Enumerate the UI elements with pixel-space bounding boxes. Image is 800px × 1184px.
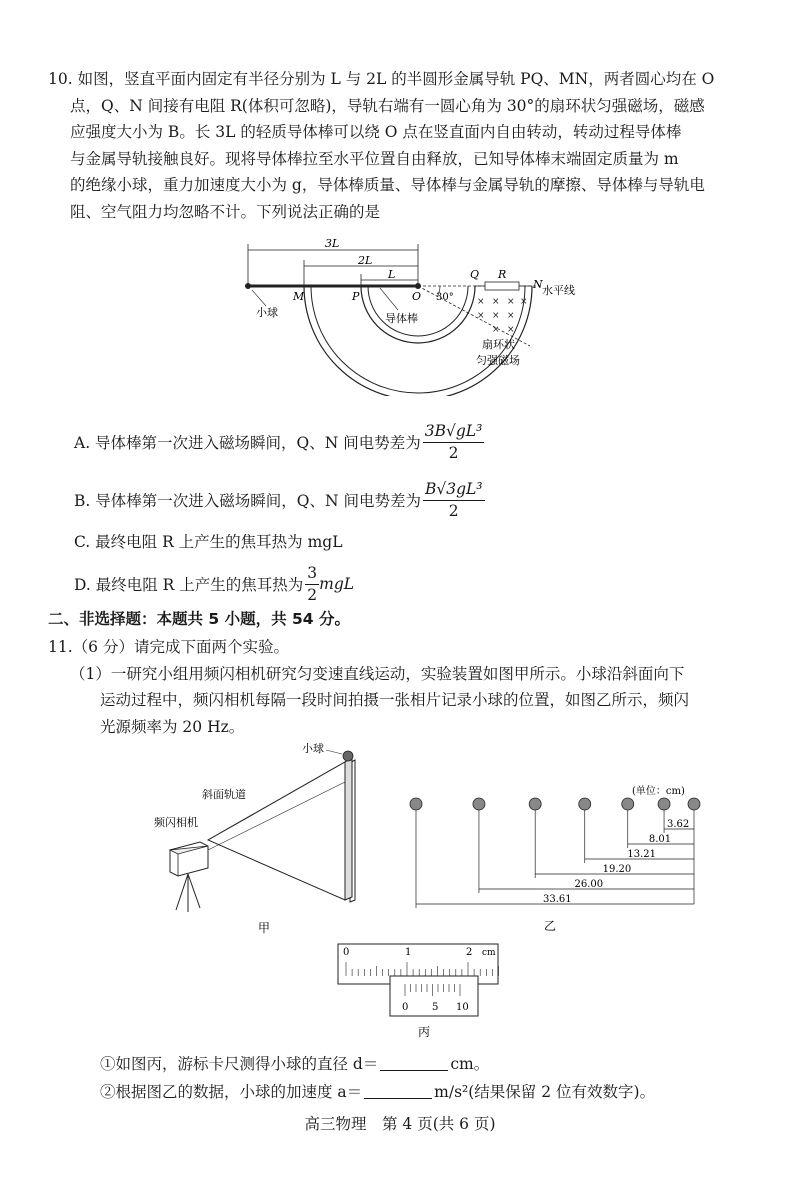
fig-jia-camera-label: 频闪相机 <box>154 816 198 829</box>
distance-label-3: 19.20 <box>602 864 632 875</box>
q10-line-3: 应强度大小为 B。长 3L 的轻质导体棒可以绕 O 点在竖直面内自由转动，转动过程导体棒 <box>70 123 682 141</box>
option-B-text: B. 导体棒第一次进入磁场瞬间，Q、N 间电势差为 <box>74 491 421 510</box>
label-M: M <box>293 290 305 303</box>
option-C-text: C. 最终电阻 R 上产生的焦耳热为 mgL <box>74 533 343 551</box>
section-2-title: 二、非选择题：本题共 5 小题，共 54 分。 <box>48 610 350 628</box>
vernier-tick-5: 5 <box>432 1002 439 1013</box>
figure-yi <box>398 780 718 936</box>
question-11-stem <box>48 634 760 740</box>
acceleration-answer-blank[interactable] <box>364 1084 432 1099</box>
label-ball: 小球 <box>256 306 278 319</box>
fig-jia-ball-label: 小球 <box>302 742 324 755</box>
q11-head: 11.（6 分）请完成下面两个实验。 <box>48 638 289 656</box>
q11-q1-suffix: cm。 <box>450 1055 490 1073</box>
figure-jia <box>150 742 380 942</box>
option-B-fraction <box>423 478 485 521</box>
label-field-2: 匀强磁场 <box>476 354 520 367</box>
distance-label-1: 8.01 <box>648 834 672 845</box>
option-B <box>74 478 485 521</box>
label-30-degree: 30° <box>436 292 454 303</box>
svg-text:×: × <box>492 325 500 335</box>
svg-text:×: × <box>520 297 528 307</box>
distance-label-0: 3.62 <box>667 819 690 830</box>
q10-line-2: 点，Q、N 间接有电阻 R(体积可忽略)，导轨右端有一圆心角为 30°的扇环状匀强磁场，磁感 <box>70 96 705 115</box>
label-O: O <box>412 290 422 303</box>
strobe-ball-0 <box>688 798 700 810</box>
svg-text:×: × <box>492 311 500 321</box>
distance-label-5: 33.61 <box>543 894 572 905</box>
option-D-numerator: 3 <box>305 562 319 585</box>
svg-text:×: × <box>507 311 515 321</box>
figure-bing-caliper <box>334 940 504 1040</box>
vernier-tick-0: 0 <box>402 1002 409 1013</box>
svg-text:×: × <box>507 297 515 307</box>
fig-yi-unit: (单位：cm) <box>632 786 685 797</box>
strobe-ball-2 <box>622 798 634 810</box>
q11-sub-question-1 <box>100 1052 489 1074</box>
label-P: P <box>352 290 360 303</box>
vernier-tick-10: 10 <box>456 1002 469 1013</box>
option-A-denominator: 2 <box>448 444 459 462</box>
q10-line-5: 的绝缘小球，重力加速度大小为 g，导体棒质量、导体棒与金属导轨的摩擦、导体棒与导轨电 <box>70 176 705 194</box>
q11-q1-text: ①如图丙，游标卡尺测得小球的直径 d＝ <box>100 1055 379 1073</box>
strobe-ball-5 <box>473 798 485 810</box>
option-C <box>74 530 343 552</box>
q10-line-1: 10. 如图，竖直平面内固定有半径分别为 L 与 2L 的半圆形金属导轨 PQ、MN，两者圆心均在 O <box>48 70 715 88</box>
svg-text:×: × <box>507 325 515 335</box>
fig-bing-caption: 丙 <box>418 1025 431 1039</box>
strobe-ball-6 <box>410 798 422 810</box>
fig-jia-track-label: 斜面轨道 <box>202 788 246 801</box>
label-R: R <box>498 268 507 281</box>
page-footer: 高三物理 第 4 页(共 6 页) <box>304 1115 496 1133</box>
main-unit: cm <box>482 948 496 958</box>
diameter-answer-blank[interactable] <box>380 1056 448 1071</box>
label-horizontal-line: 水平线 <box>542 284 575 297</box>
main-tick-0: 0 <box>343 947 350 958</box>
strobe-ball-1 <box>658 798 670 810</box>
option-A <box>74 420 484 463</box>
q10-line-4: 与金属导轨接触良好。现将导体棒拉至水平位置自由释放，已知导体棒末端固定质量为 m <box>70 149 679 168</box>
label-field-1: 扇环状 <box>482 338 515 351</box>
dim-3L-label: 3L <box>325 237 340 250</box>
q11-sub1-line-1: （1）一研究小组用频闪相机研究匀变速直线运动，实验装置如图甲所示。小球沿斜面向下 <box>70 664 685 683</box>
main-tick-1: 1 <box>405 947 412 958</box>
label-N: N <box>533 278 543 291</box>
q11-sub1-line-2: 运动过程中，频闪相机每隔一段时间拍摄一张相片记录小球的位置，如图乙所示，频闪 <box>100 691 690 709</box>
option-A-text: A. 导体棒第一次进入磁场瞬间，Q、N 间电势差为 <box>74 433 421 452</box>
q11-q2-text: ②根据图乙的数据，小球的加速度 a＝ <box>100 1083 363 1101</box>
q11-q2-suffix: m/s²(结果保留 2 位有效数字)。 <box>434 1083 656 1101</box>
main-tick-2: 2 <box>466 947 473 958</box>
q10-figure <box>230 236 600 396</box>
option-D <box>74 562 354 605</box>
option-A-numerator: 3B√gL³ <box>423 420 485 443</box>
option-B-denominator: 2 <box>448 502 459 520</box>
dim-L-label: L <box>388 268 396 281</box>
fig-yi-caption: 乙 <box>544 919 557 933</box>
strobe-ball-4 <box>529 798 541 810</box>
option-D-suffix: mgL <box>319 574 355 593</box>
label-Q: Q <box>470 268 480 281</box>
svg-text:×: × <box>477 311 485 321</box>
strobe-ball-3 <box>579 798 591 810</box>
q10-line-6: 阻、空气阻力均忽略不计。下列说法正确的是 <box>70 202 381 221</box>
option-A-fraction <box>423 420 485 463</box>
distance-label-4: 26.00 <box>574 879 604 890</box>
option-B-numerator: B√3gL³ <box>423 478 485 501</box>
question-10-stem <box>48 66 760 225</box>
option-D-denominator: 2 <box>307 586 318 604</box>
option-D-fraction <box>305 562 319 605</box>
q11-sub-question-2 <box>100 1080 655 1102</box>
distance-label-2: 13.21 <box>627 849 657 860</box>
q11-sub1-line-3: 光源频率为 20 Hz。 <box>100 717 245 736</box>
svg-text:×: × <box>477 297 485 307</box>
label-rod: 导体棒 <box>385 312 418 325</box>
fig-jia-caption: 甲 <box>258 921 271 935</box>
svg-text:×: × <box>492 297 500 307</box>
dim-2L-label: 2L <box>358 254 373 267</box>
camera-icon <box>170 842 208 912</box>
option-D-text: D. 最终电阻 R 上产生的焦耳热为 <box>74 575 304 594</box>
